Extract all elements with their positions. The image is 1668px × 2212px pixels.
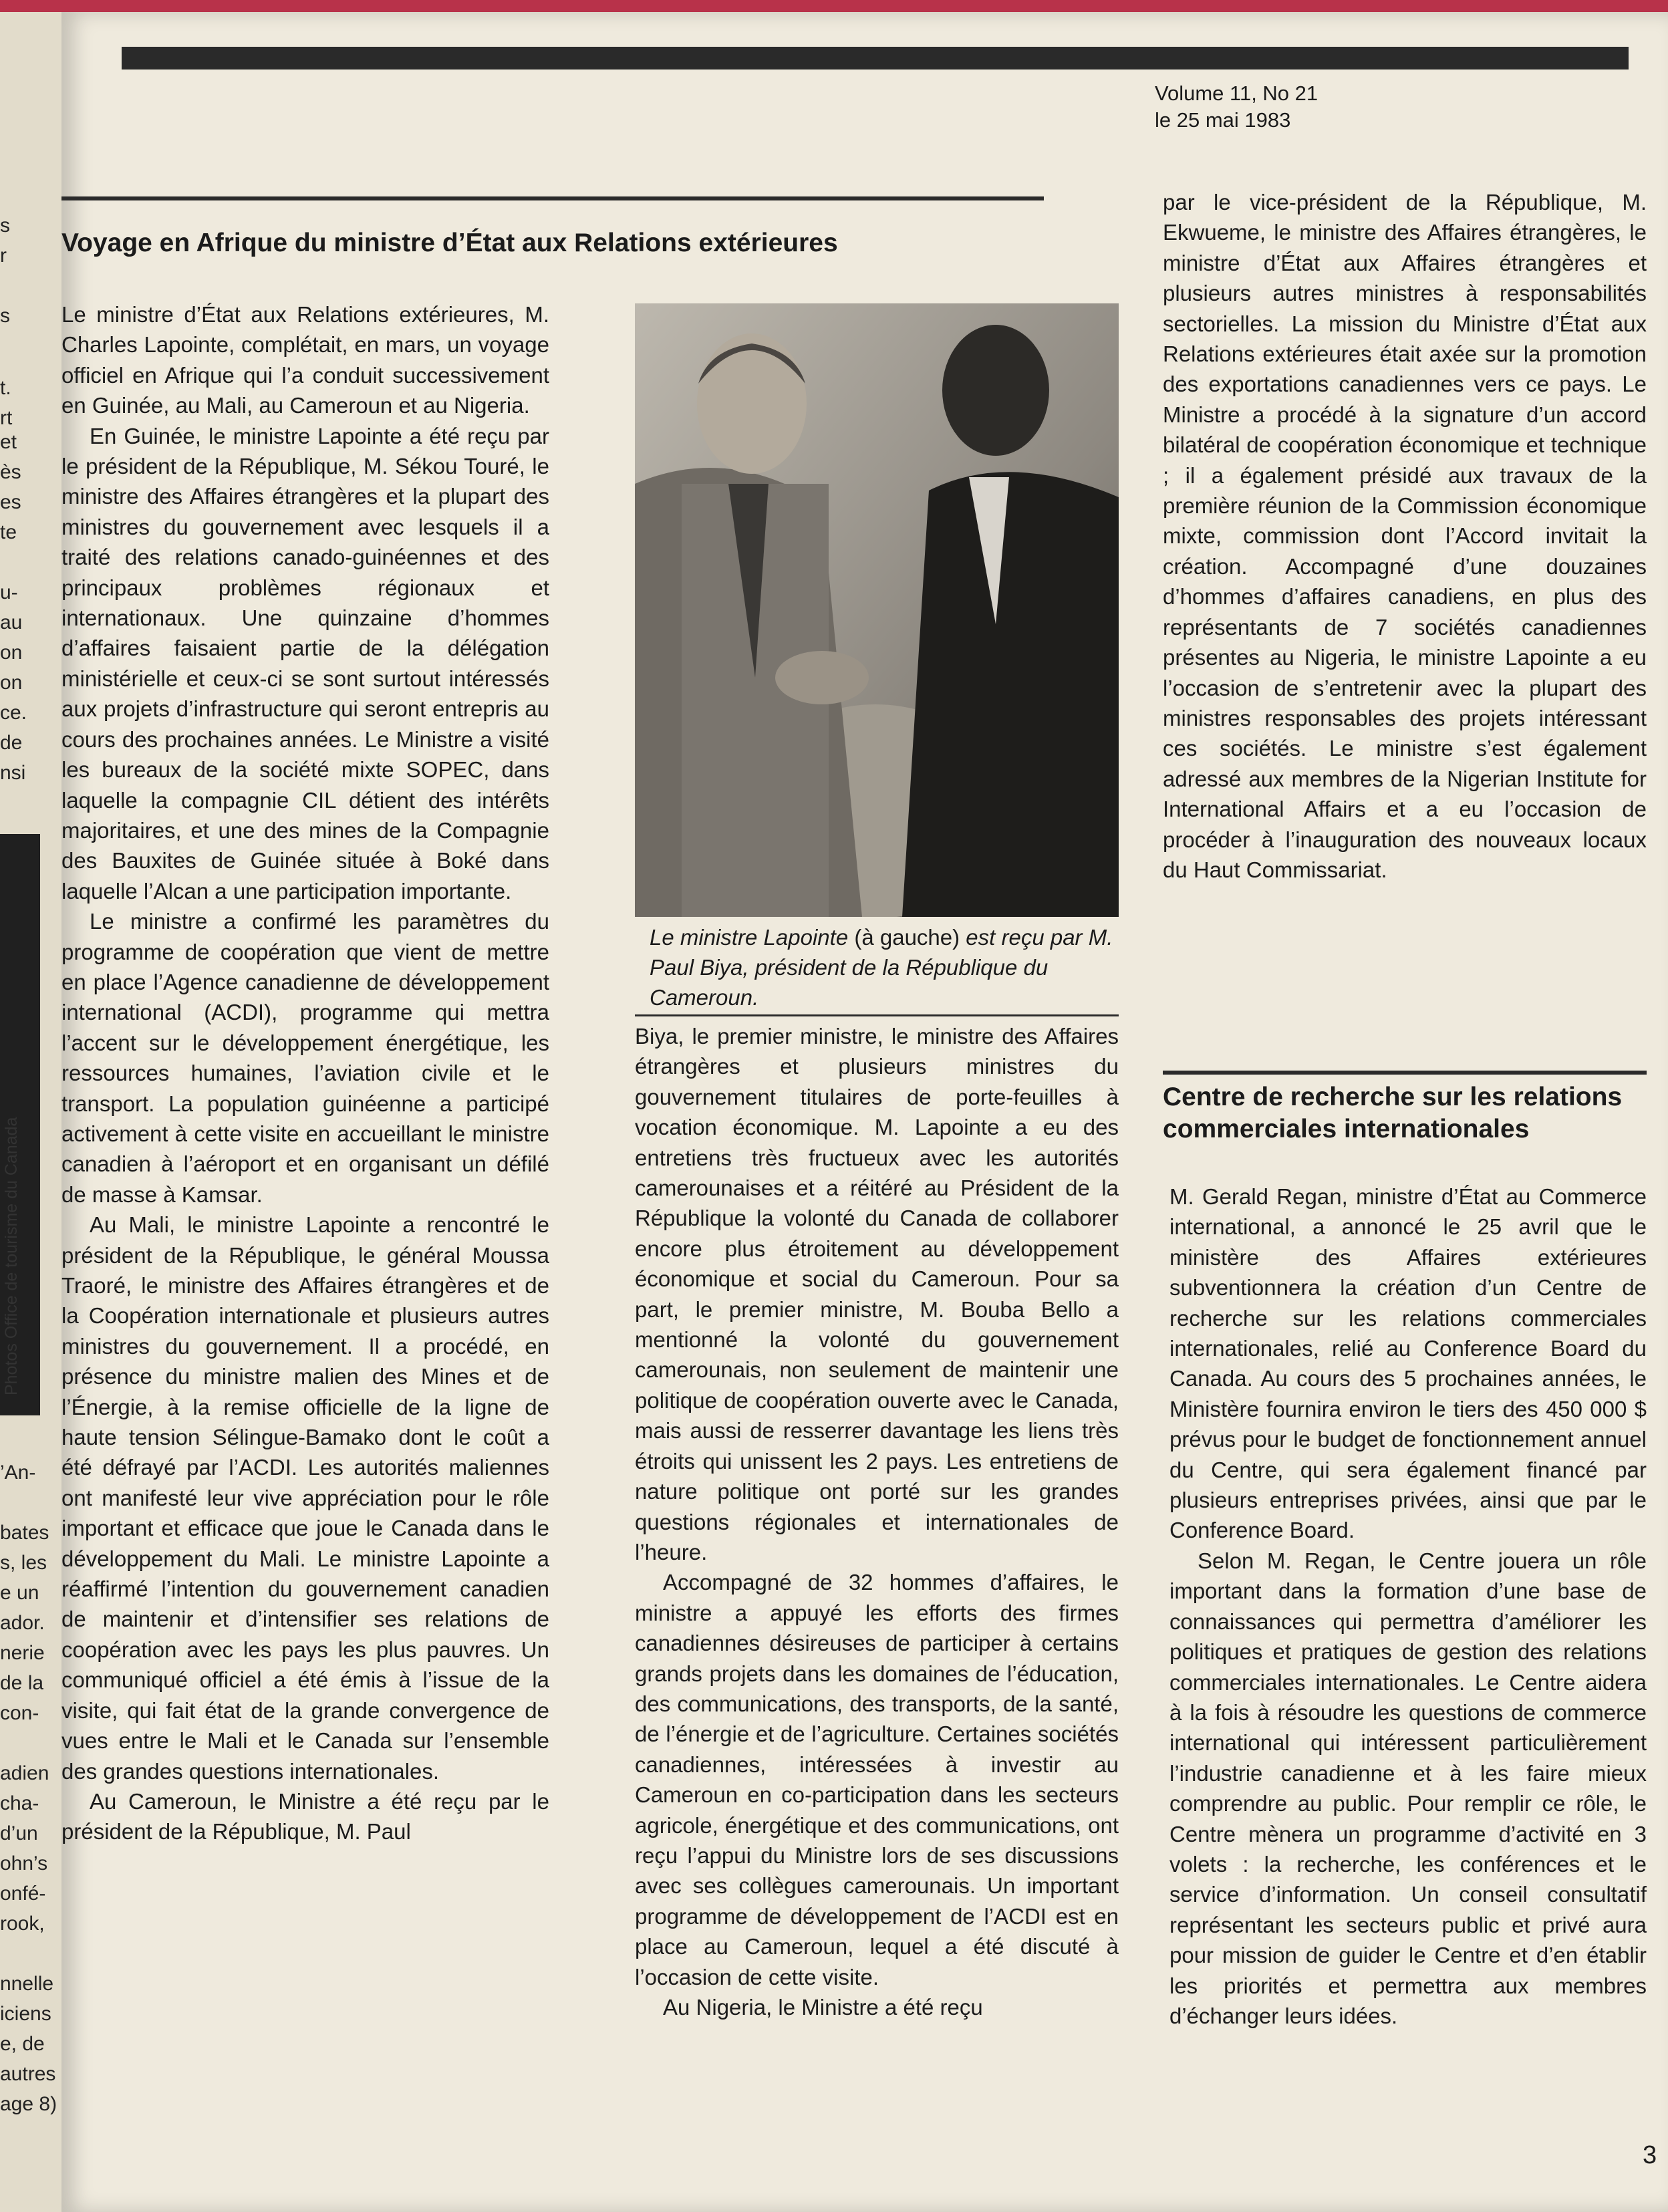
fragment: con- bbox=[0, 1702, 39, 1724]
fragment: onfé- bbox=[0, 1883, 46, 1905]
caption-text: Le ministre Lapointe bbox=[650, 925, 855, 950]
fragment: ’An- bbox=[0, 1462, 36, 1484]
paragraph: Le ministre d’État aux Relations extérieures, M. Charles Lapointe, complétait, en mars, un voyage officiel en Afrique qui l’a conduit successivement en Guinée, au Mali, au Cameroun et au Nigeria. bbox=[61, 302, 549, 418]
fragment: age 8) bbox=[0, 2093, 57, 2115]
caption-text: est reçu par M. Paul Biya, président de la République du Cameroun. bbox=[650, 925, 1113, 1010]
paragraph: En Guinée, le ministre Lapointe a été reçu par le président de la République, M. Sékou Touré, le ministre des Affaires étrangères et la plupart des ministres du gouvernement avec lesquels il a traité des relations canado-guinéennes et des principaux problèmes régionaux et internationaux. Une quinzaine d’hommes d’affaires faisaient partie de la délégation ministérielle et ceux-ci se sont surtout intéressés aux projets d’infrastructure qui seront entrepris au cours des prochaines années. Le Ministre a visité les bureaux de la société mixte SOPEC, dans laquelle la compagnie CIL détient des intérêts majoritaires, et une des mines de la Compagnie des Bauxites de Guinée située à Boké dans laquelle l’Alcan a une participation importante. bbox=[61, 423, 549, 904]
top-rule bbox=[122, 47, 1629, 70]
fragment: de bbox=[0, 732, 23, 754]
paragraph: Au Nigeria, le Ministre a été reçu bbox=[663, 1995, 983, 2020]
article-column-3 bbox=[1163, 187, 1647, 885]
paragraph: par le vice-président de la République, M. Ekwueme, le ministre des Affaires étrangères, le ministre d’État aux Affaires étrangères et plusieurs autres ministres à responsabilités sectorielles. La mission du Ministre d’État aux Relations extérieures était axée sur la promotion des exportations canadiennes vers ce pays. Le Ministre a procédé à la signature d’un accord bilatéral de coopération économique et technique ; il a également présidé aux travaux de la première réunion de la Commission économique mixte, commission dont l’Accord invitait la création. Accompagné d’une douzaines d’hommes d’affaires canadiens, en plus des représentants de 7 sociétés canadiennes présentes au Nigeria, le ministre Lapointe a eu l’occasion de s’entretenir avec la plupart des ministres responsables des projets intéressant ces sociétés. Le ministre s’est également adressé aux membres de la Nigerian Institute for International Affairs et a eu l’occasion de procéder à l’inauguration des nouveaux locaux du Haut Commissariat. bbox=[1163, 190, 1647, 882]
article-2-body bbox=[1169, 1182, 1647, 2031]
fragment: ès bbox=[0, 461, 21, 483]
fragment: te bbox=[0, 521, 17, 543]
paragraph: Au Mali, le ministre Lapointe a rencontré le président de la République, le général Moussa Traoré, le ministre des Affaires étrangères et de la Coopération internationale et plusieurs autres ministres du gouvernement. Il a procédé, en présence du ministre malien des Mines et de l’Énergie, à la remise officielle de la ligne de haute tension Sélingue-Bamako dont le coût a été défrayé par l’ACDI. Les autorités maliennes ont manifesté leur vive appréciation pour le rôle important et efficace que joue le Canada dans le développement du Mali. Le ministre Lapointe a réaffirmé l’intention du gouvernement canadien de maintenir et d’intensifier ses relations de coopération avec les pays les plus pauvres. Un communiqué officiel a été émis à l’issue de la visite, qui fait état de la grande convergence de vues entre le Mali et le Canada sur l’ensemble des grandes questions internationales. bbox=[61, 1212, 549, 1784]
caption-parenthetical: (à gauche) bbox=[854, 925, 960, 950]
fragment: t. bbox=[0, 377, 11, 399]
paragraph: Au Cameroun, le Ministre a été reçu par le président de la République, M. Paul bbox=[61, 1788, 549, 1844]
paragraph: Biya, le premier ministre, le ministre des Affaires étrangères et plusieurs ministres du gouvernement titulaires de porte-feuilles à vocation économique. M. Lapointe a eu des entretiens très fructueux avec les autorités camerounaises et a réitéré au Président de la République la volonté du Canada de collaborer encore plus étroitement au développement économique et social du Cameroun. Pour sa part, le premier ministre, M. Bouba Bello a mentionné la volonté du gouvernement camerounais, non seulement de maintenir une politique de coopération ouverte avec le Canada, mais aussi de resserrer davantage les liens très étroits qui unissent les 2 pays. Les entretiens de nature politique ont porté sur les grandes questions régionales et internationales de l’heure. bbox=[635, 1024, 1119, 1564]
fragment: au bbox=[0, 611, 23, 634]
issue-date: le 25 mai 1983 bbox=[1155, 108, 1291, 132]
fragment: r bbox=[0, 245, 7, 267]
fragment: on bbox=[0, 642, 23, 664]
article-2-title: Centre de recherche sur les relations commerciales internationales bbox=[1163, 1083, 1623, 1143]
fragment: on bbox=[0, 672, 23, 694]
binding-strip bbox=[0, 0, 1668, 12]
fragment: ohn’s bbox=[0, 1852, 48, 1875]
issue-info bbox=[1155, 80, 1318, 134]
fragment: rt bbox=[0, 407, 13, 429]
fragment: s bbox=[0, 305, 10, 327]
paragraph: Selon M. Regan, le Centre jouera un rôle important dans la formation d’une base de connaissances qui permettra d’améliorer les politiques et pratiques de gestion des relations commerciales internationales. Le Centre aidera à la fois à résoudre les questions de commerce international qui intéressent particulièrement l’industrie canadienne et à les faire mieux comprendre au public. Pour remplir ce rôle, le Centre mènera un programme d’activité en 3 volets : la recherche, les conférences et le service d’information. Un conseil consultatif représentant les secteurs public et privé aura pour mission de guider le Centre et d’en établir les priorités et permettra aux membres d’échanger leurs idées. bbox=[1169, 1548, 1647, 2028]
fragment: adien bbox=[0, 1762, 49, 1784]
fragment: e un bbox=[0, 1582, 39, 1604]
photo-credit: Photos Office de tourisme du Canada bbox=[2, 1117, 21, 1395]
section-rule bbox=[1163, 1071, 1647, 1075]
headline-rule bbox=[61, 196, 1044, 200]
article-column-2 bbox=[635, 1021, 1119, 2022]
fragment: bates bbox=[0, 1522, 49, 1544]
fragment: rook, bbox=[0, 1913, 45, 1935]
fragment: de la bbox=[0, 1672, 44, 1694]
fragment: iciens bbox=[0, 2003, 51, 2025]
fragment: cha- bbox=[0, 1792, 39, 1814]
caption-rule bbox=[635, 1014, 1119, 1016]
page-number: 3 bbox=[1643, 2141, 1657, 2169]
fragment: autres bbox=[0, 2063, 56, 2085]
fragment: ador. bbox=[0, 1612, 45, 1634]
fragment: es bbox=[0, 491, 21, 513]
fragment: et bbox=[0, 431, 17, 453]
magazine-page bbox=[61, 12, 1668, 2212]
fragment: u- bbox=[0, 581, 18, 603]
article-column-1 bbox=[61, 299, 549, 1847]
fragment: nerie bbox=[0, 1642, 45, 1664]
previous-page-edge bbox=[0, 12, 61, 2212]
volume-number: Volume 11, No 21 bbox=[1155, 82, 1318, 105]
fragment: s, les bbox=[0, 1552, 47, 1574]
fragment: ce. bbox=[0, 702, 27, 724]
fragment: d’un bbox=[0, 1822, 38, 1844]
fragment: nnelle bbox=[0, 1973, 54, 1995]
paragraph: Accompagné de 32 hommes d’affaires, le ministre a appuyé les efforts des firmes canadiennes désireuses de participer à certains grands projets dans les domaines de l’éducation, des communications, des transports, de la santé, de l’énergie et de l’agriculture. Certaines sociétés canadiennes, intéressées à investir au Cameroun en co-participation dans les secteurs agricole, énergétique et des communications, ont reçu l’appui du Ministre lors de ses discussions avec ses collègues camerounais. Un important programme de développement de l’ACDI est en place au Cameroun, lequel a été discuté à l’occasion de cette visite. bbox=[635, 1570, 1119, 1989]
fragment: e, de bbox=[0, 2033, 45, 2055]
photo-handshake bbox=[635, 303, 1119, 917]
paragraph: Le ministre a confirmé les paramètres du programme de coopération que vient de mettre en place l’Agence canadienne de développement international (ACDI), programme qui mettra l’accent sur le développement énergétique, les ressources humaines, l’aviation civile et le transport. La population guinéenne a participé activement à cette visite en accueillant le ministre canadien à l’aéroport et en organisant un défilé de masse à Kamsar. bbox=[61, 909, 549, 1207]
fragment: s bbox=[0, 215, 10, 237]
fragment: nsi bbox=[0, 762, 26, 784]
article-title: Voyage en Afrique du ministre d’État aux Relations extérieures bbox=[61, 229, 838, 257]
photo-caption bbox=[650, 922, 1117, 1012]
paragraph: M. Gerald Regan, ministre d’État au Commerce international, a annoncé le 25 avril que le ministère des Affaires extérieures subventionnera la création d’un Centre de recherche sur les relations commerciales internationales, relié au Conference Board du Canada. Au cours des 5 prochaines années, le Ministère fournira environ le tiers des 450 000 $ prévus pour le budget de fonctionnement annuel du Centre, qui sera également financé par plusieurs entreprises privées, ainsi que par le Conference Board. bbox=[1169, 1184, 1647, 1543]
